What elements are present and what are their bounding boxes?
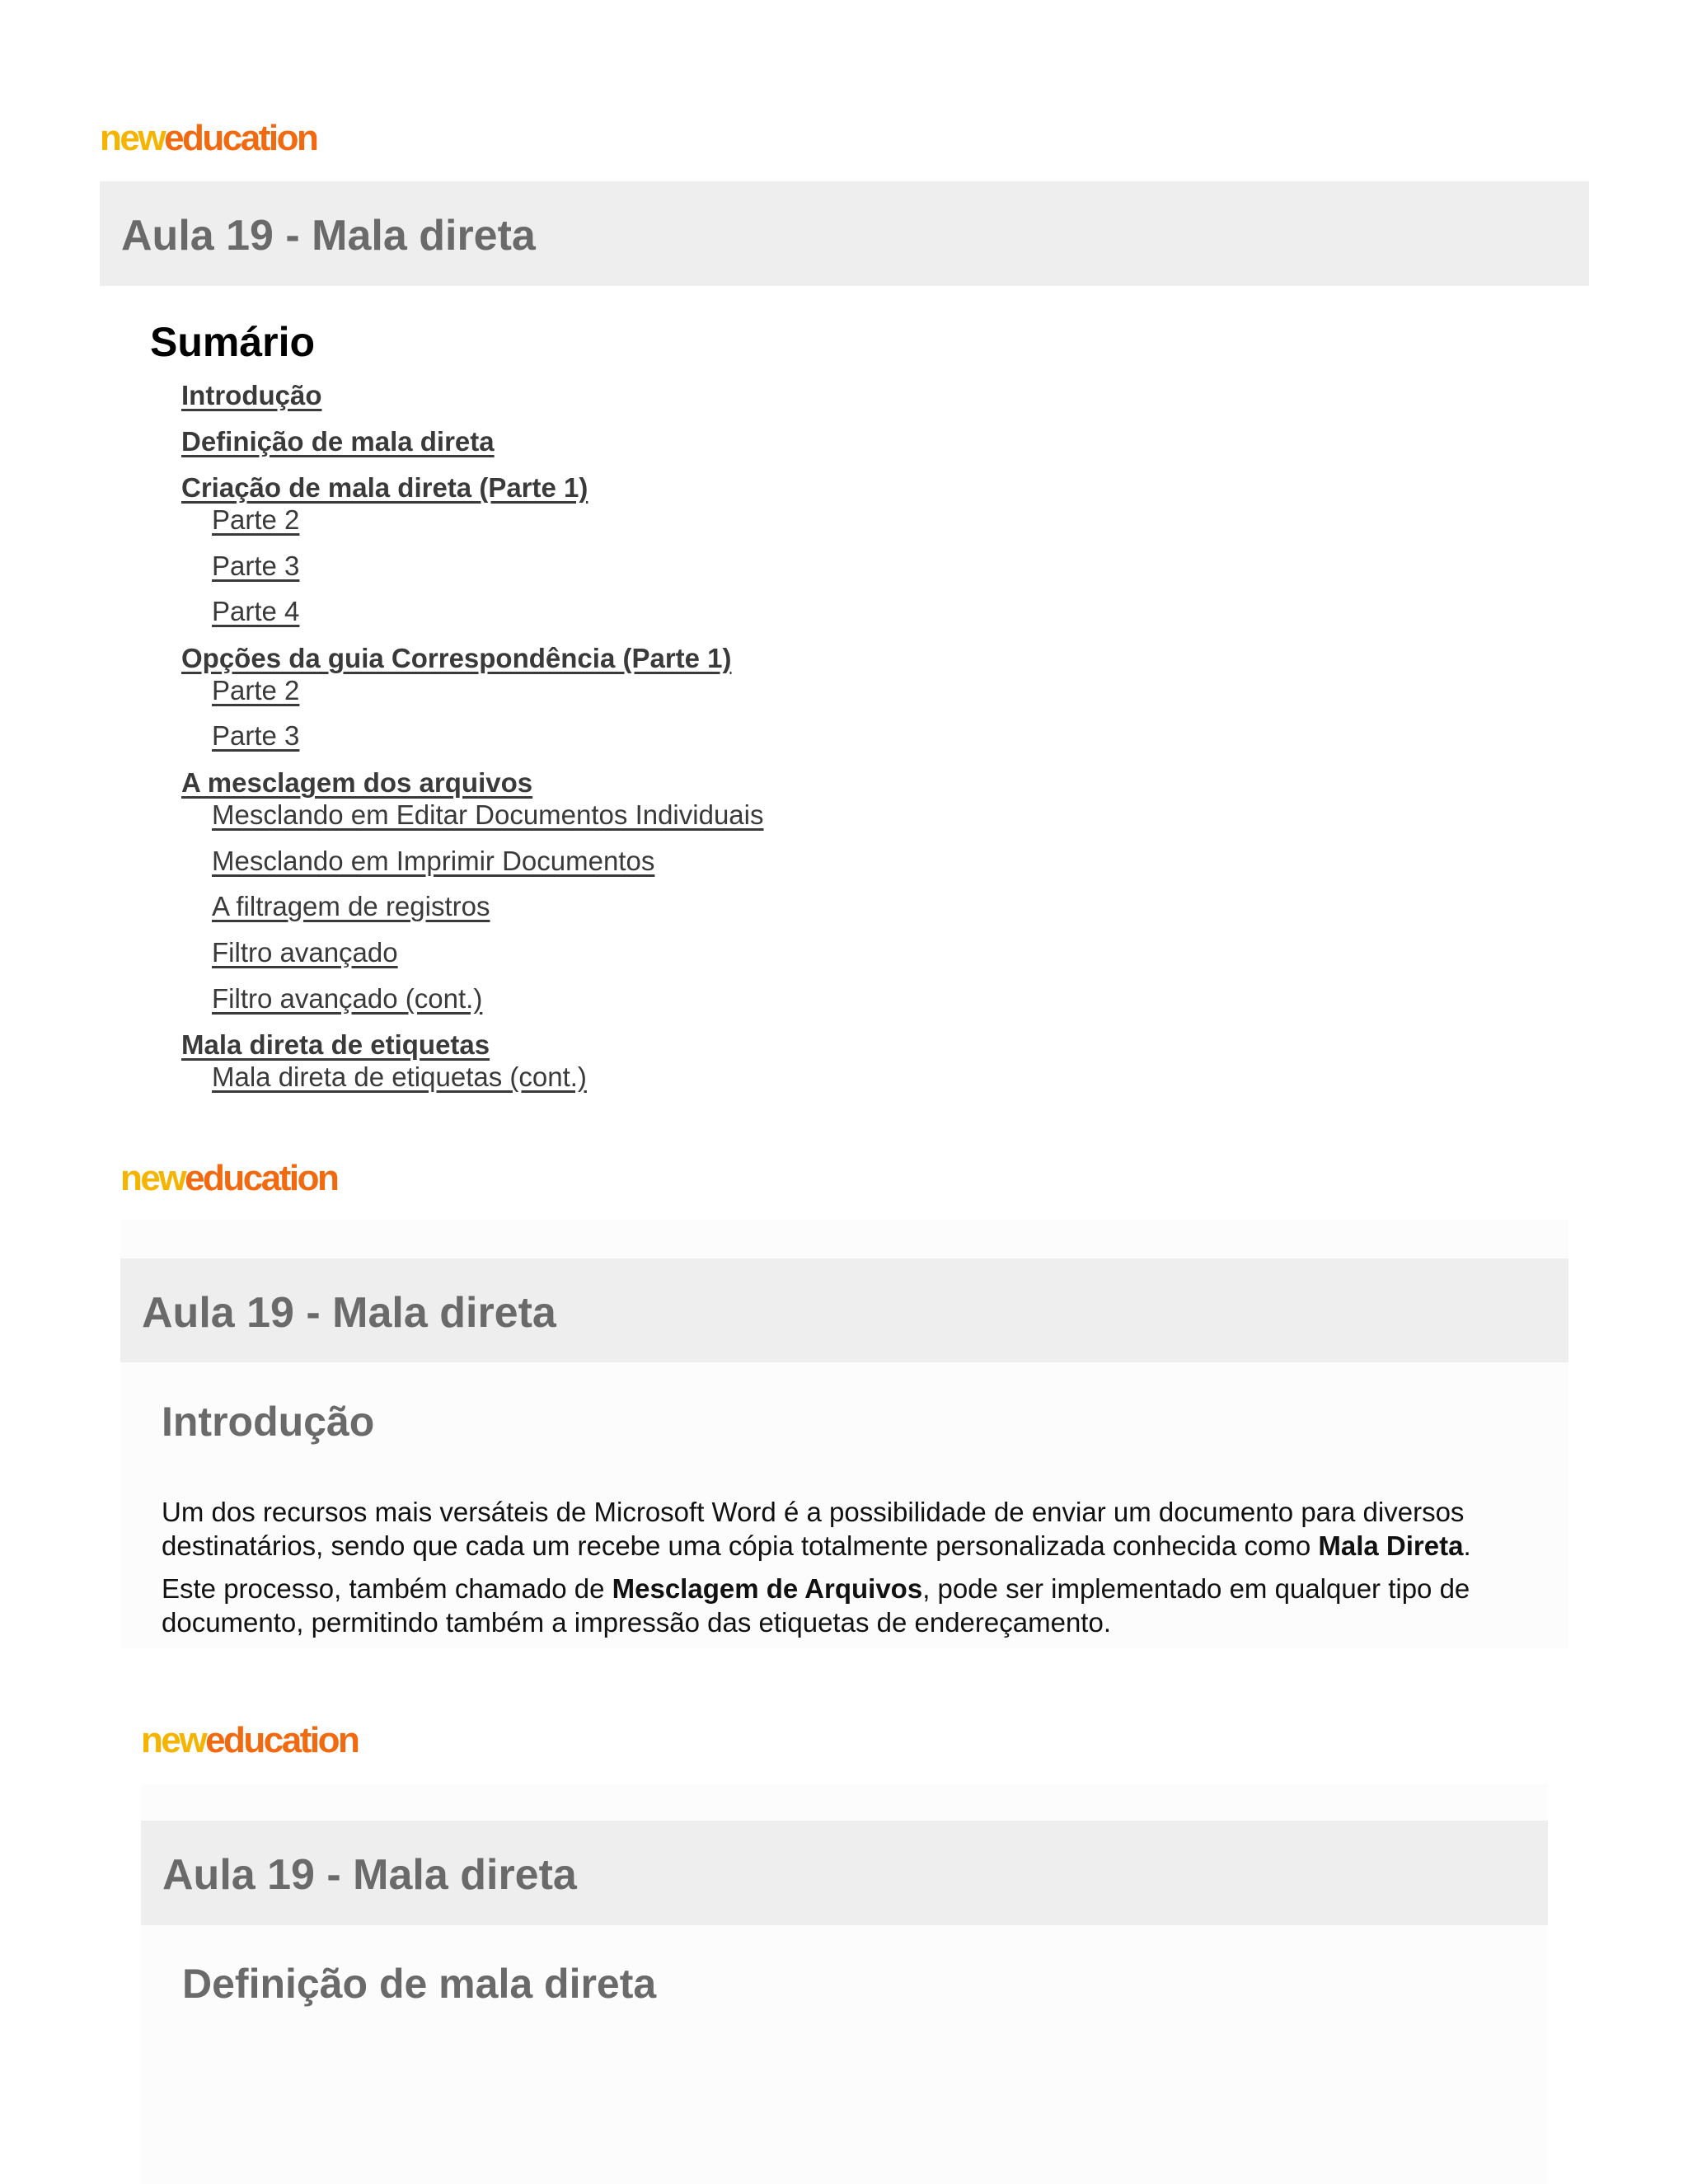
intro-p1-bold: Mala Direta bbox=[1318, 1530, 1464, 1561]
toc-link-criacao-parte-4[interactable]: Parte 4 bbox=[212, 596, 300, 626]
title-bar bbox=[141, 1821, 1548, 1925]
page-title: Aula 19 - Mala direta bbox=[121, 212, 536, 260]
intro-p1-end: . bbox=[1463, 1530, 1471, 1561]
neweducation-logo bbox=[100, 120, 316, 157]
toc-link-filtro-avancado-cont[interactable]: Filtro avançado (cont.) bbox=[212, 983, 483, 1014]
intro-p2-text: Este processo, também chamado de bbox=[162, 1573, 612, 1604]
toc-link-etiquetas[interactable]: Mala direta de etiquetas bbox=[181, 1029, 490, 1060]
intro-p2-end: , pode ser implementado em qualquer tipo de documento, permitindo também a impressão das etiquetas de endereçamento. bbox=[162, 1573, 1470, 1638]
toc-link-definicao[interactable]: Definição de mala direta bbox=[181, 426, 495, 457]
toc-link-opcoes-parte-2[interactable]: Parte 2 bbox=[212, 675, 300, 705]
toc-link-criacao-parte-2[interactable]: Parte 2 bbox=[212, 504, 300, 535]
toc-link-etiquetas-cont[interactable]: Mala direta de etiquetas (cont.) bbox=[212, 1062, 587, 1092]
toc-link-filtro-avancado[interactable]: Filtro avançado bbox=[212, 937, 398, 968]
logo-new: new bbox=[141, 1720, 206, 1760]
logo-education: education bbox=[185, 1158, 338, 1198]
toc-link-opcoes-parte-3[interactable]: Parte 3 bbox=[212, 720, 300, 751]
toc-link-mesclando-editar[interactable]: Mesclando em Editar Documentos Individuais bbox=[212, 799, 764, 830]
neweducation-logo bbox=[141, 1722, 358, 1759]
logo-new: new bbox=[120, 1158, 185, 1198]
neweducation-logo bbox=[120, 1160, 337, 1197]
page-title: Aula 19 - Mala direta bbox=[142, 1289, 556, 1337]
title-bar bbox=[120, 1258, 1568, 1362]
intro-p2-bold: Mesclagem de Arquivos bbox=[612, 1573, 923, 1604]
intro-heading: Introdução bbox=[162, 1399, 375, 1445]
intro-p1-text: Um dos recursos mais versáteis de Microsoft Word é a possibilidade de enviar um documento para diversos destinatários, sendo que cada um recebe uma cópia totalmente personalizada conhecida como bbox=[162, 1497, 1465, 1561]
toc-link-introducao[interactable]: Introdução bbox=[181, 380, 322, 410]
title-bar bbox=[100, 181, 1589, 286]
logo-education: education bbox=[164, 118, 317, 158]
intro-paragraph-1 bbox=[162, 1495, 1513, 1563]
sumario-heading: Sumário bbox=[150, 319, 316, 365]
logo-education: education bbox=[205, 1720, 359, 1760]
toc-link-filtragem[interactable]: A filtragem de registros bbox=[212, 891, 490, 921]
definicao-heading: Definição de mala direta bbox=[182, 1961, 657, 2007]
toc-link-mesclagem[interactable]: A mesclagem dos arquivos bbox=[181, 767, 533, 798]
logo-new: new bbox=[100, 118, 165, 158]
toc-link-mesclando-imprimir[interactable]: Mesclando em Imprimir Documentos bbox=[212, 846, 655, 876]
toc-link-criacao-parte-3[interactable]: Parte 3 bbox=[212, 551, 300, 581]
page-title: Aula 19 - Mala direta bbox=[162, 1851, 577, 1899]
toc-link-opcoes-parte-1[interactable]: Opções da guia Correspondência (Parte 1) bbox=[181, 643, 732, 673]
toc-link-criacao-parte-1[interactable]: Criação de mala direta (Parte 1) bbox=[181, 472, 588, 503]
intro-paragraph-2 bbox=[162, 1572, 1513, 1639]
